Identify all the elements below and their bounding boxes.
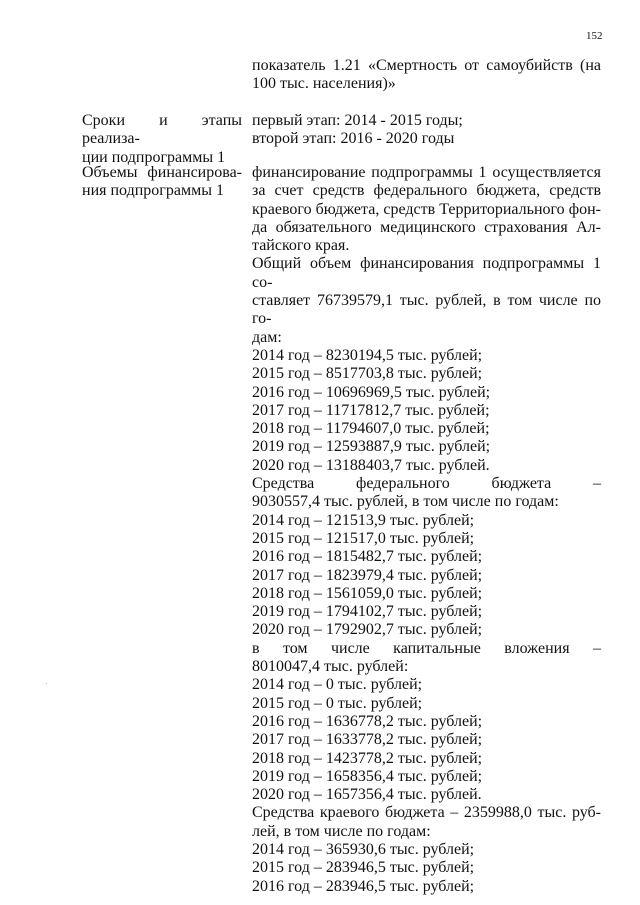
- total-year: 2019 год – 12593887,9 тыс. рублей;: [252, 438, 491, 456]
- total-year: 2020 год – 13188403,7 тыс. рублей.: [252, 456, 490, 474]
- capital-year: 2015 год – 0 тыс. рублей;: [252, 694, 423, 712]
- federal-year: 2016 год – 1815482,7 тыс. рублей;: [252, 548, 483, 566]
- capital-year: 2019 год – 1658356,4 тыс. рублей;: [252, 767, 483, 785]
- regional-year: 2016 год – 283946,5 тыс. рублей;: [252, 877, 475, 895]
- funding-value: [252, 164, 601, 896]
- total-year: 2018 год – 11794607,0 тыс. рублей;: [252, 420, 490, 438]
- total-year: 2017 год – 11717812,7 тыс. рублей;: [252, 401, 490, 419]
- intro-line: за счет средств федерального бюджета, средств: [252, 182, 601, 200]
- intro-line: краевого бюджета, средств Территориального фон-: [252, 200, 601, 218]
- intro-line: тайского края.: [252, 237, 350, 255]
- federal-year: 2014 год – 121513,9 тыс. рублей;: [252, 511, 475, 529]
- capital-year: 2017 год – 1633778,2 тыс. рублей;: [252, 731, 483, 749]
- total-line: Общий объем финансирования подпрограммы 1 со-: [252, 255, 601, 291]
- scan-speck: [46, 683, 47, 684]
- stage-line: первый этап: 2014 - 2015 годы;: [252, 112, 463, 129]
- indicator-line: показатель 1.21 «Смертность от самоубийств (на: [252, 57, 601, 74]
- capital-year: 2020 год – 1657356,4 тыс. рублей.: [252, 786, 482, 804]
- regional-line: Средства краевого бюджета – 2359988,0 тыс. руб-: [252, 804, 601, 822]
- funding-label-line: Объемы финансирова-: [82, 164, 242, 181]
- funding-label: [82, 164, 242, 201]
- regional-year: 2014 год – 365930,6 тыс. рублей;: [252, 840, 475, 858]
- stages-label-line: ции подпрограммы 1: [82, 148, 226, 166]
- stages-label-line: Сроки и этапы реализа-: [82, 112, 242, 148]
- regional-line: лей, в том числе по годам:: [252, 822, 431, 840]
- federal-year: 2020 год – 1792902,7 тыс. рублей;: [252, 621, 483, 639]
- page-number: 152: [586, 30, 603, 42]
- capital-line: 8010047,4 тыс. рублей:: [252, 658, 409, 676]
- federal-year: 2019 год – 1794102,7 тыс. рублей;: [252, 603, 483, 621]
- stages-label: [82, 112, 242, 167]
- funding-label-line: ния подпрограммы 1: [82, 182, 224, 200]
- federal-line: 9030557,4 тыс. рублей, в том числе по годам:: [252, 493, 559, 511]
- total-line: ставляет 76739579,1 тыс. рублей, в том числе по го-: [252, 292, 601, 328]
- stage-line: второй этап: 2016 - 2020 годы: [252, 130, 455, 148]
- intro-line: финансирование подпрограммы 1 осуществляется: [252, 164, 601, 181]
- capital-line: в том числе капитальные вложения –: [252, 639, 601, 657]
- federal-year: 2017 год – 1823979,4 тыс. рублей;: [252, 566, 483, 584]
- indicator-line: 100 тыс. населения)»: [252, 75, 396, 93]
- indicator-block: [252, 57, 601, 94]
- federal-year: 2018 год – 1561059,0 тыс. рублей;: [252, 584, 483, 602]
- regional-year: 2015 год – 283946,5 тыс. рублей;: [252, 859, 475, 877]
- capital-year: 2016 год – 1636778,2 тыс. рублей;: [252, 712, 483, 730]
- capital-year: 2014 год – 0 тыс. рублей;: [252, 676, 423, 694]
- capital-year: 2018 год – 1423778,2 тыс. рублей;: [252, 749, 483, 767]
- intro-line: да обязательного медицинского страхования Ал-: [252, 218, 601, 236]
- federal-line: Средства федерального бюджета –: [252, 475, 601, 493]
- total-year: 2015 год – 8517703,8 тыс. рублей;: [252, 365, 483, 383]
- total-line: дам:: [252, 328, 282, 346]
- total-year: 2016 год – 10696969,5 тыс. рублей;: [252, 383, 491, 401]
- total-year: 2014 год – 8230194,5 тыс. рублей;: [252, 346, 483, 364]
- federal-year: 2015 год – 121517,0 тыс. рублей;: [252, 529, 475, 547]
- stages-value: [252, 112, 601, 149]
